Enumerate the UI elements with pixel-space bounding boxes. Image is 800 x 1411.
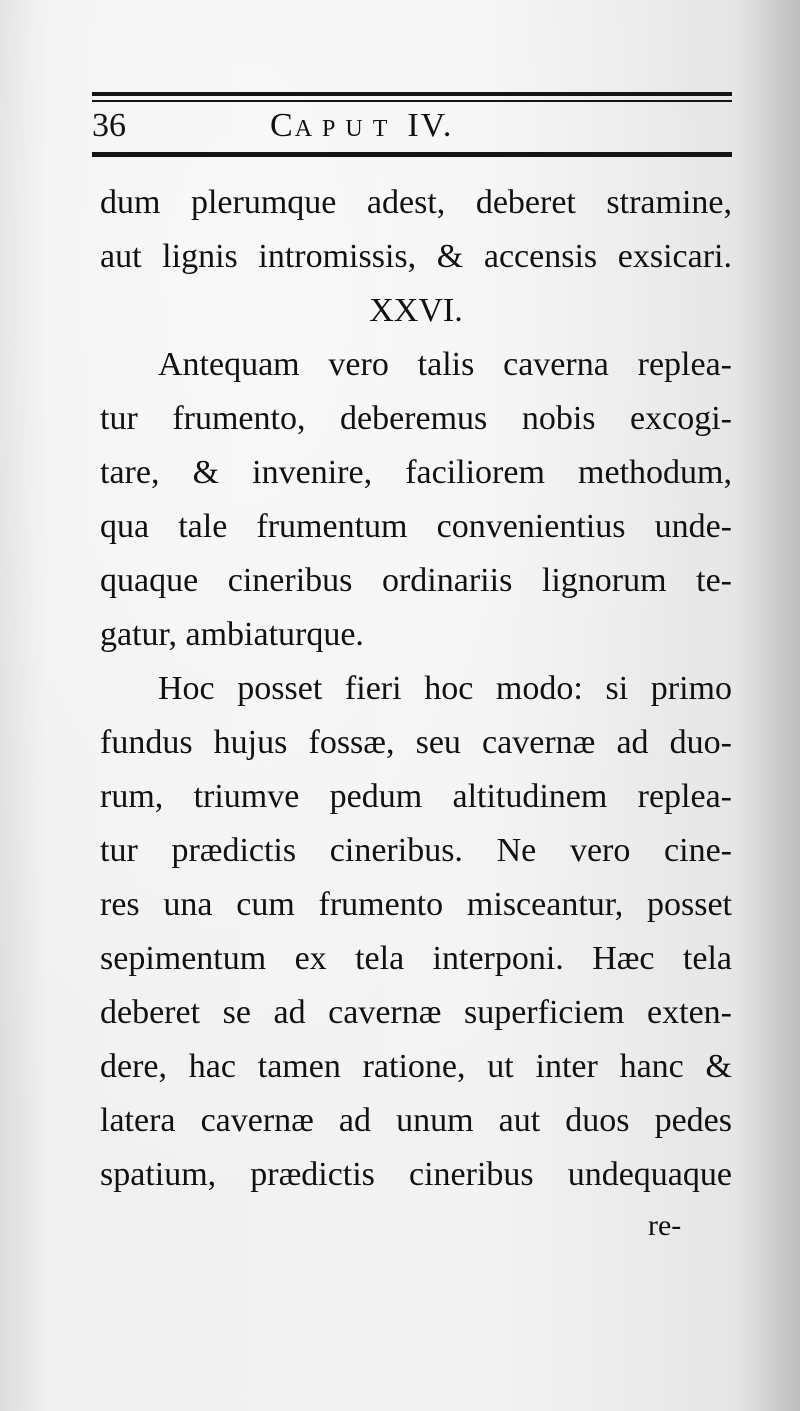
text-line: tur frumento, deberemus nobis excogi- <box>100 400 732 437</box>
running-head <box>92 104 732 148</box>
text-line: spatium, prædictis cineribus undequaque <box>100 1156 732 1193</box>
text-line: fundus hujus fossæ, seu cavernæ ad duo- <box>100 724 732 761</box>
chapter-title-rest: APUT <box>294 116 398 142</box>
text-line: Antequam vero talis caverna replea- <box>158 346 732 383</box>
text-line: deberet se ad cavernæ superficiem exten- <box>100 994 732 1031</box>
text-line: rum, triumve pedum altitudinem replea- <box>100 778 732 815</box>
page-number: 36 <box>92 107 126 144</box>
catchword: re- <box>648 1209 682 1242</box>
body-text <box>100 176 732 1202</box>
section-number: XXVI. <box>369 292 463 329</box>
chapter-title <box>270 104 453 151</box>
text-line: quaque cineribus ordinariis lignorum te- <box>100 562 732 599</box>
chapter-title-initial: C <box>270 107 295 144</box>
text-line: aut lignis intromissis, & accensis exsicari. <box>100 238 732 275</box>
text-line: dum plerumque adest, deberet stramine, <box>100 184 732 221</box>
header-rule-top <box>92 92 732 96</box>
text-line: tur prædictis cineribus. Ne vero cine- <box>100 832 732 869</box>
chapter-number: IV. <box>407 107 454 144</box>
text-line: tare, & invenire, faciliorem methodum, <box>100 454 732 491</box>
text-line: Hoc posset fieri hoc modo: si primo <box>158 670 732 707</box>
text-line: dere, hac tamen ratione, ut inter hanc & <box>100 1048 732 1085</box>
text-line: gatur, ambiaturque. <box>100 616 364 653</box>
header-rule-bottom <box>92 152 732 157</box>
text-line: latera cavernæ ad unum aut duos pedes <box>100 1102 732 1139</box>
text-line: qua tale frumentum convenientius unde- <box>100 508 732 545</box>
header-rule-top-thin <box>92 100 732 102</box>
text-line: sepimentum ex tela interponi. Hæc tela <box>100 940 732 977</box>
text-line: res una cum frumento misceantur, posset <box>100 886 732 923</box>
